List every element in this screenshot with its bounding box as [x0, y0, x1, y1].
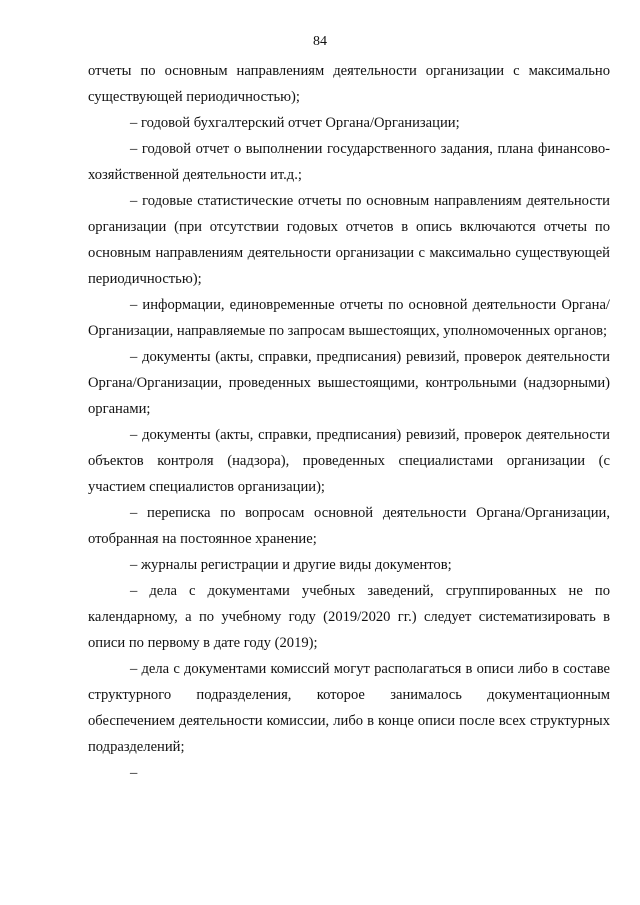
- list-item-correspondence: – переписка по вопросам основной деятельности Органа/Организации, отобранная на постоянное хранение;: [88, 505, 610, 547]
- list-item-statistical-reports: – годовые статистические отчеты по основным направлениям деятельности организации (при отсутствии годовых отчетов в опись включаются отчеты по основным направлениям деятельности организации с максимально существующей периодичностью);: [88, 193, 610, 287]
- page-number: 84: [313, 34, 327, 49]
- list-item-empty-dash: –: [130, 765, 138, 781]
- paragraph-continuation: отчеты по основным направлениям деятельности организации с максимально существующей периодичностью);: [88, 63, 610, 105]
- list-item-registration-journals: – журналы регистрации и другие виды документов;: [130, 557, 452, 573]
- body-text: [88, 58, 610, 786]
- list-item-educational-files: – дела с документами учебных заведений, сгруппированных не по календарному, а по учебному году (2019/2020 гг.) следует систематизировать в описи по первому в дате году (2019);: [88, 583, 610, 651]
- list-item-one-time-reports: – информации, единовременные отчеты по основной деятельности Органа/Организации, направляемые по запросам вышестоящих, уполномоченных органов;: [88, 297, 610, 339]
- list-item-audit-documents-objects: – документы (акты, справки, предписания) ревизий, проверок деятельности объектов контроля (надзора), проведенных специалистами организации (с участием специалистов организации);: [88, 427, 610, 495]
- list-item-commission-files: – дела с документами комиссий могут располагаться в описи либо в составе структурного подразделения, которое занималось документационным обеспечением деятельности комиссии, либо в конце описи после всех структурных подразделений;: [88, 661, 610, 755]
- list-item-accounting-report: – годовой бухгалтерский отчет Органа/Организации;: [130, 115, 460, 131]
- list-item-state-assignment-report: – годовой отчет о выполнении государственного задания, плана финансово- хозяйственной деятельности ит.д.;: [88, 141, 610, 183]
- list-item-audit-documents-higher: – документы (акты, справки, предписания) ревизий, проверок деятельности Органа/Организации, проведенных вышестоящими, контрольными (надзорными) органами;: [88, 349, 610, 417]
